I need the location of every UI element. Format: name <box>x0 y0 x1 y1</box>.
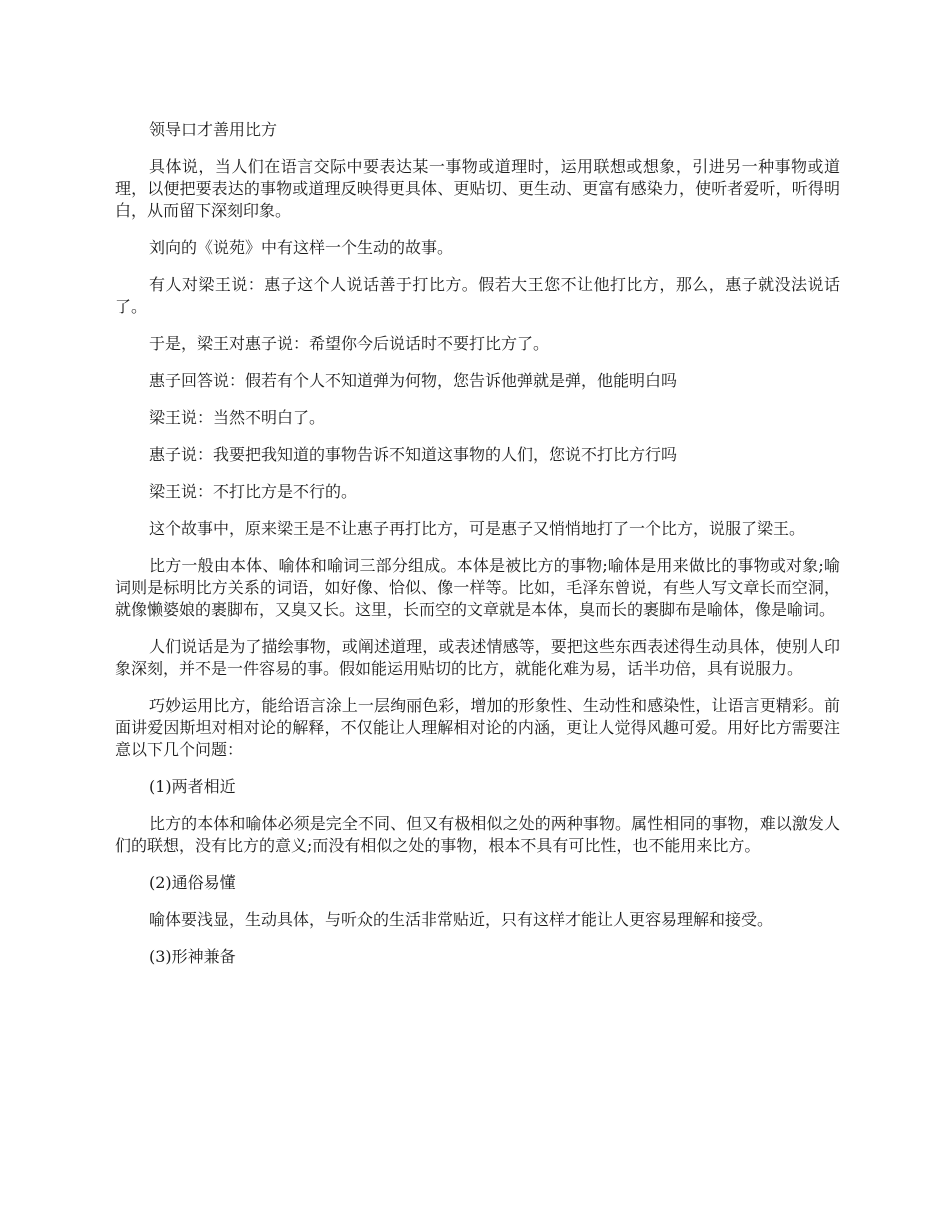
paragraph: 具体说，当人们在语言交际中要表达某一事物或道理时，运用联想或想象，引进另一种事物或道理，以便把要表达的事物或道理反映得更具体、更贴切、更生动、更富有感染力，使听者爱听，听得明白，从而留下深刻印象。 <box>115 157 840 220</box>
paragraph: 惠子说：我要把我知道的事物告诉不知道这事物的人们，您说不打比方行吗 <box>149 445 678 464</box>
paragraph: 比方一般由本体、喻体和喻词三部分组成。本体是被比方的事物;喻体是用来做比的事物或对象;喻词则是标明比方关系的词语，如好像、恰似、像一样等。比如，毛泽东曾说，有些人写文章长而空洞，就像懒婆娘的裹脚布，又臭又长。这里，长而空的文章就是本体，臭而长的裹脚布是喻体，像是喻词。 <box>115 556 840 619</box>
paragraph: 比方的本体和喻体必须是完全不同、但又有极相似之处的两种事物。属性相同的事物，难以激发人们的联想，没有比方的意义;而没有相似之处的事物，根本不具有可比性，也不能用来比方。 <box>115 814 840 855</box>
paragraph: 这个故事中，原来梁王是不让惠子再打比方，可是惠子又悄悄地打了一个比方，说服了梁王。 <box>149 519 806 538</box>
section-heading: (2)通俗易懂 <box>149 873 236 892</box>
section-heading: (3)形神兼备 <box>149 947 236 966</box>
paragraph: 刘向的《说苑》中有这样一个生动的故事。 <box>149 238 454 257</box>
paragraph: 于是，梁王对惠子说：希望你今后说话时不要打比方了。 <box>149 334 550 353</box>
paragraph: 有人对梁王说：惠子这个人说话善于打比方。假若大王您不让他打比方，那么，惠子就没法说话了。 <box>115 275 840 316</box>
document-title: 领导口才善用比方 <box>149 120 278 139</box>
paragraph: 惠子回答说：假若有个人不知道弹为何物，您告诉他弹就是弹，他能明白吗 <box>149 371 678 390</box>
section-heading: (1)两者相近 <box>149 777 236 796</box>
paragraph: 喻体要浅显，生动具体，与听众的生活非常贴近，只有这样才能让人更容易理解和接受。 <box>149 910 774 929</box>
paragraph: 梁王说：不打比方是不行的。 <box>149 482 358 501</box>
document-page <box>115 119 840 983</box>
paragraph: 梁王说：当然不明白了。 <box>149 408 326 427</box>
paragraph: 人们说话是为了描绘事物，或阐述道理，或表述情感等，要把这些东西表述得生动具体，使别人印象深刻，并不是一件容易的事。假如能运用贴切的比方，就能化难为易，话半功倍，具有说服力。 <box>115 637 840 678</box>
paragraph: 巧妙运用比方，能给语言涂上一层绚丽色彩，增加的形象性、生动性和感染性，让语言更精彩。前面讲爱因斯坦对相对论的解释，不仅能让人理解相对论的内涵，更让人觉得风趣可爱。用好比方需要注意以下几个问题： <box>115 696 840 759</box>
